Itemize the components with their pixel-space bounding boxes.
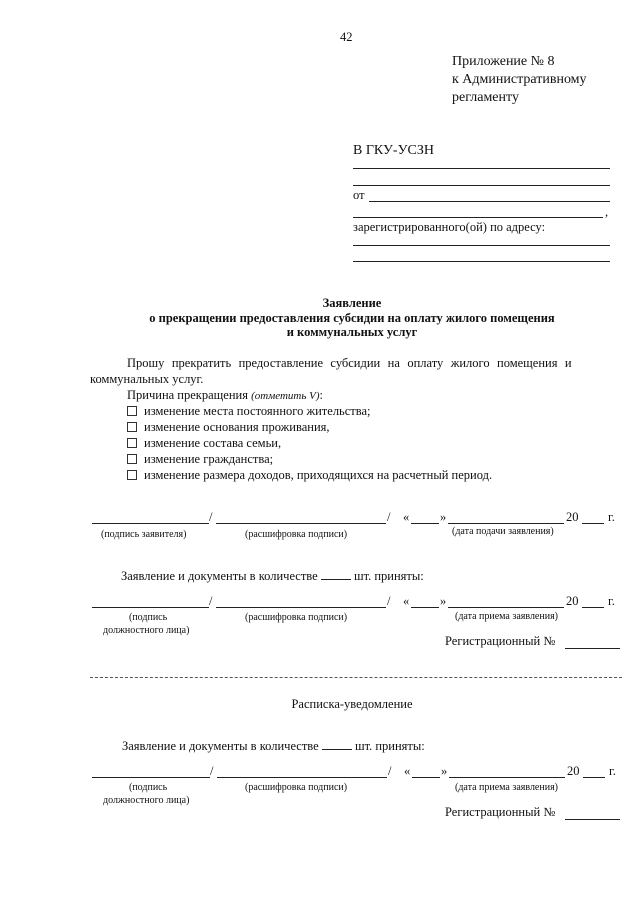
reason-label: Причина прекращения [127, 388, 248, 402]
label-name-decoding: (расшифровка подписи) [245, 782, 348, 793]
appendix-line-2: к Административному [452, 72, 587, 87]
slash: / [387, 594, 391, 608]
from-field-continued[interactable] [353, 217, 603, 218]
reason-option[interactable] [127, 452, 273, 467]
reason-option[interactable] [127, 468, 492, 483]
registered-address-label: зарегистрированного(ой) по адресу: [353, 220, 546, 234]
address-line[interactable] [353, 261, 610, 262]
year-field[interactable] [582, 523, 604, 524]
month-field[interactable] [449, 777, 565, 778]
year-prefix: 20 [566, 510, 579, 524]
label-application-date: (дата подачи заявления) [452, 526, 554, 537]
reason-note: (отметить V) [251, 390, 320, 402]
reason-option-label: изменение основания проживания, [144, 420, 330, 434]
month-field[interactable] [448, 523, 564, 524]
cut-line [90, 677, 622, 678]
reason-option-label: изменение состава семьи, [144, 436, 282, 450]
label-acceptance-date: (дата приема заявления) [455, 782, 559, 793]
addressee-line[interactable] [353, 185, 610, 186]
slash: / [209, 594, 213, 608]
registration-number-field[interactable] [565, 648, 620, 649]
label-official-signature-1: (подпись [129, 612, 168, 623]
reason-option[interactable] [127, 404, 371, 419]
comma: , [605, 205, 609, 219]
from-label: от [353, 188, 365, 202]
registration-number-label: Регистрационный № [445, 805, 556, 819]
reason-colon: : [319, 388, 323, 402]
docs-count-field[interactable] [321, 569, 351, 580]
docs-count-suffix: шт. приняты: [354, 739, 425, 753]
label-applicant-signature: (подпись заявителя) [101, 529, 187, 540]
checkbox[interactable] [127, 422, 137, 432]
applicant-name-decoding-field[interactable] [216, 523, 386, 524]
year-field[interactable] [582, 607, 604, 608]
year-prefix: 20 [566, 594, 579, 608]
title-line-2: о прекращении предоставления субсидии на оплату жилого помещения [149, 311, 555, 325]
checkbox[interactable] [127, 406, 137, 416]
title-line-1: Заявление [322, 296, 382, 310]
addressee-line[interactable] [353, 168, 610, 169]
docs-count-line [122, 739, 425, 754]
official-signature-field[interactable] [92, 607, 209, 608]
slash: / [388, 764, 392, 778]
reason-option[interactable] [127, 420, 330, 435]
title-line-3: и коммунальных услуг [286, 325, 418, 339]
official-signature-field[interactable] [92, 777, 210, 778]
docs-count-field[interactable] [322, 739, 352, 750]
label-official-signature-2: должностного лица) [103, 625, 190, 636]
registration-number-label: Регистрационный № [445, 634, 556, 648]
appendix-line-3: регламенту [452, 90, 519, 105]
quote-close: » [440, 510, 447, 524]
year-suffix: г. [608, 594, 615, 608]
label-acceptance-date: (дата приема заявления) [455, 611, 559, 622]
day-field[interactable] [412, 777, 440, 778]
reason-option-label: изменение места постоянного жительства; [144, 404, 371, 418]
reason-option-label: изменение гражданства; [144, 452, 274, 466]
address-line[interactable] [353, 245, 610, 246]
applicant-signature-field[interactable] [92, 523, 209, 524]
day-field[interactable] [411, 523, 439, 524]
appendix-line-1: Приложение № 8 [452, 54, 555, 69]
quote-close: » [440, 594, 447, 608]
official-name-decoding-field[interactable] [216, 607, 386, 608]
docs-count-prefix: Заявление и документы в количестве [121, 569, 318, 583]
request-line-2: коммунальных услуг. [90, 372, 204, 386]
checkbox[interactable] [127, 438, 137, 448]
checkbox[interactable] [127, 470, 137, 480]
month-field[interactable] [448, 607, 564, 608]
slash: / [210, 764, 214, 778]
request-line-1: Прошу прекратить предоставление субсидии на оплату жилого помещения и [127, 356, 572, 370]
registration-number-field[interactable] [565, 819, 620, 820]
docs-count-prefix: Заявление и документы в количестве [122, 739, 319, 753]
quote-close: » [441, 764, 448, 778]
slash: / [387, 510, 391, 524]
docs-count-suffix: шт. приняты: [353, 569, 424, 583]
quote-open: « [403, 510, 410, 524]
year-suffix: г. [609, 764, 616, 778]
reason-option-label: изменение размера доходов, приходящихся на расчетный период. [144, 468, 493, 482]
addressee-to: В ГКУ-УСЗН [353, 143, 434, 158]
year-field[interactable] [583, 777, 605, 778]
docs-count-line [121, 569, 424, 584]
reason-option[interactable] [127, 436, 281, 451]
quote-open: « [404, 764, 411, 778]
label-official-signature-2: должностного лица) [103, 795, 190, 806]
label-official-signature-1: (подпись [129, 782, 168, 793]
quote-open: « [403, 594, 410, 608]
checkbox[interactable] [127, 454, 137, 464]
page-number: 42 [340, 30, 353, 44]
year-suffix: г. [608, 510, 615, 524]
receipt-title: Расписка-уведомление [291, 697, 413, 711]
year-prefix: 20 [567, 764, 580, 778]
official-name-decoding-field[interactable] [217, 777, 387, 778]
label-name-decoding: (расшифровка подписи) [245, 612, 348, 623]
label-name-decoding: (расшифровка подписи) [245, 529, 348, 540]
slash: / [209, 510, 213, 524]
from-field[interactable] [369, 201, 610, 202]
day-field[interactable] [411, 607, 439, 608]
reason-heading [127, 388, 323, 403]
